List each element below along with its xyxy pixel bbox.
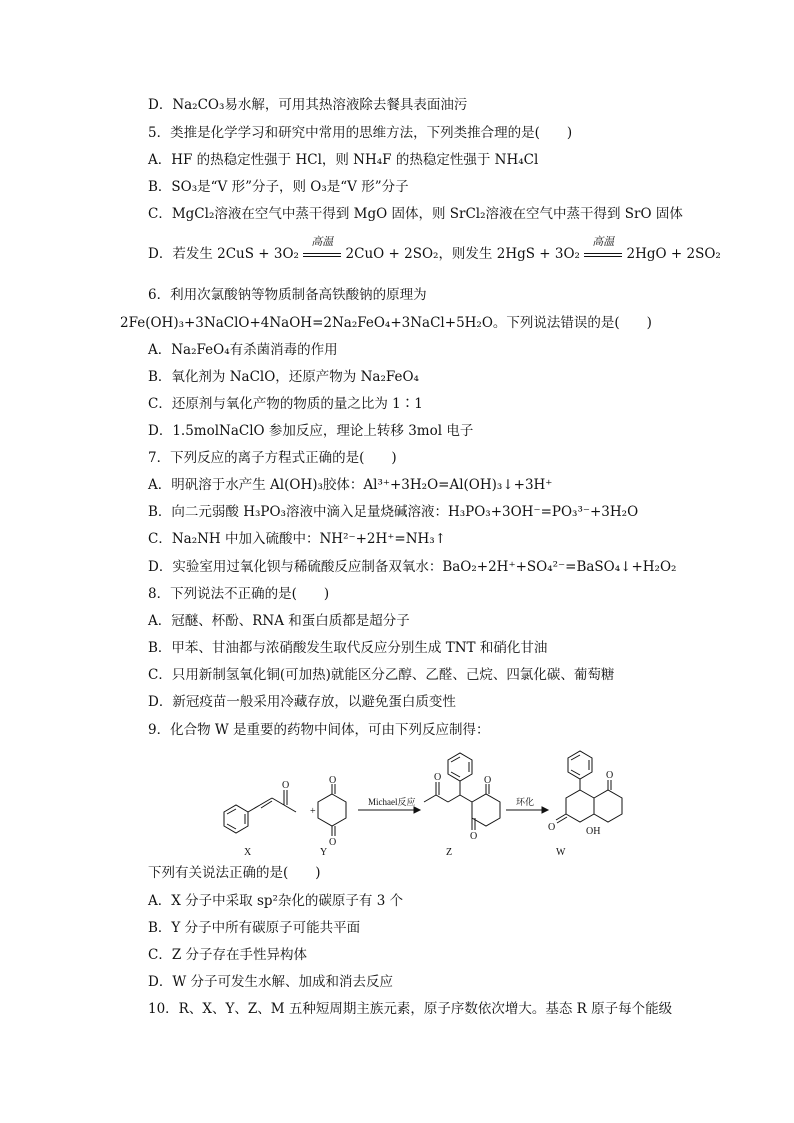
q5d-lhs2: 2HgS + 3O₂ xyxy=(496,246,585,262)
q6-stem: 6．利用次氯酸钠等物质制备高铁酸钠的原理为 xyxy=(148,287,427,303)
reaction-scheme xyxy=(210,750,630,860)
molecule-w xyxy=(556,751,622,823)
atom-o-z2: O xyxy=(484,775,492,786)
q8-option-d: D．新冠疫苗一般采用冷藏存放，以避免蛋白质变性 xyxy=(148,694,456,710)
molecule-z xyxy=(424,753,500,830)
atom-o-y1: O xyxy=(329,775,337,786)
atom-o-z3: O xyxy=(470,831,478,842)
q7-option-a: A．明矾溶于水产生 Al(OH)₃胶体：Al³⁺+3H₂O=Al(OH)₃↓+3H⁺ xyxy=(148,477,553,493)
q8-option-a: A．冠醚、杯酚、RNA 和蛋白质都是超分子 xyxy=(148,613,410,629)
q7-option-d: D．实验室用过氧化钡与稀硫酸反应制备双氧水：BaO₂+2H⁺+SO₄²⁻=BaSO₄↓+H₂O₂ xyxy=(148,559,677,575)
reaction-arrow-1 xyxy=(303,234,341,264)
atom-o-w2: O xyxy=(548,822,556,833)
q5d-rhs2: 2HgO + 2SO₂ xyxy=(622,246,721,262)
q5-option-b: B．SO₃是“V 形”分子，则 O₃是“V 形”分子 xyxy=(148,179,409,195)
reaction-arrow-2 xyxy=(584,234,622,264)
molecule-x xyxy=(224,790,296,833)
q5-stem: 5．类推是化学学习和研究中常用的思维方法，下列类推合理的是( ) xyxy=(148,125,573,141)
q5d-prefix: D．若发生 xyxy=(148,246,218,262)
q9-stem: 9．化合物 W 是重要的药物中间体，可由下列反应制得： xyxy=(148,722,490,738)
atom-o-z1: O xyxy=(434,772,442,783)
q9-option-d: D．W 分子可发生水解、加成和消去反应 xyxy=(148,974,393,990)
atom-o-y2: O xyxy=(329,837,337,848)
atom-o-x: O xyxy=(282,780,290,791)
condition-1: 高温 xyxy=(311,234,334,248)
q6-equation: 2Fe(OH)₃+3NaClO+4NaOH=2Na₂FeO₄+3NaCl+5H₂O。下列说法错误的是( ) xyxy=(120,315,652,331)
condition-2: 高温 xyxy=(592,234,615,248)
q6-option-b: B．氧化剂为 NaClO，还原产物为 Na₂FeO₄ xyxy=(148,369,419,385)
label-w: W xyxy=(556,847,566,858)
q9-option-b: B．Y 分子中所有碳原子可能共平面 xyxy=(148,920,361,936)
arrow-2-label: 环化 xyxy=(516,797,535,807)
label-z: Z xyxy=(446,847,453,858)
q5-option-c: C．MgCl₂溶液在空气中蒸干得到 MgO 固体，则 SrCl₂溶液在空气中蒸干得到 SrO 固体 xyxy=(148,206,683,222)
q8-stem: 8．下列说法不正确的是( ) xyxy=(148,586,330,602)
q5d-mid: ，则发生 xyxy=(438,246,497,262)
molecule-y xyxy=(318,784,346,836)
atom-o-w1: O xyxy=(606,770,614,781)
q7-stem: 7．下列反应的离子方程式正确的是( ) xyxy=(148,450,397,466)
q5d-lhs1: 2CuS + 3O₂ xyxy=(217,246,304,262)
q8-option-b: B．甲苯、甘油都与浓硝酸发生取代反应分别生成 TNT 和硝化甘油 xyxy=(148,640,548,656)
q10-stem: 10．R、X、Y、Z、M 五种短周期主族元素，原子序数依次增大。基态 R 原子每个能级 xyxy=(148,1001,673,1017)
q5d-rhs1: 2CuO + 2SO₂ xyxy=(341,246,439,262)
q4-option-d: D．Na₂CO₃易水解，可用其热溶液除去餐具表面油污 xyxy=(148,97,468,113)
q9-sub-stem: 下列有关说法正确的是( ) xyxy=(148,865,321,881)
q8-option-c: C．只用新制氢氧化铜(可加热)就能区分乙醇、乙醛、己烷、四氯化碳、葡萄糖 xyxy=(148,667,615,683)
q9-option-c: C．Z 分子存在手性异构体 xyxy=(148,947,308,963)
q6-option-a: A．Na₂FeO₄有杀菌消毒的作用 xyxy=(148,342,338,358)
plus-sign: + xyxy=(310,806,316,817)
q9-option-a: A．X 分子中采取 sp²杂化的碳原子有 3 个 xyxy=(148,893,404,909)
q7-option-c: C．Na₂NH 中加入硫酸中：NH²⁻+2H⁺=NH₃↑ xyxy=(148,531,447,547)
label-y: Y xyxy=(320,847,328,858)
arrow-1-label: Michael反应 xyxy=(368,797,416,807)
q5-option-d xyxy=(148,234,721,264)
q6-option-d: D．1.5molNaClO 参加反应，理论上转移 3mol 电子 xyxy=(148,423,474,439)
atom-oh-w: OH xyxy=(586,826,601,837)
label-x: X xyxy=(244,847,252,858)
q5-option-a: A．HF 的热稳定性强于 HCl，则 NH₄F 的热稳定性强于 NH₄Cl xyxy=(148,152,539,168)
q6-option-c: C．还原剂与氧化产物的物质的量之比为 1∶1 xyxy=(148,396,423,412)
q7-option-b: B．向二元弱酸 H₃PO₃溶液中滴入足量烧碱溶液：H₃PO₃+3OH⁻=PO₃³⁻+3H₂O xyxy=(148,504,639,520)
